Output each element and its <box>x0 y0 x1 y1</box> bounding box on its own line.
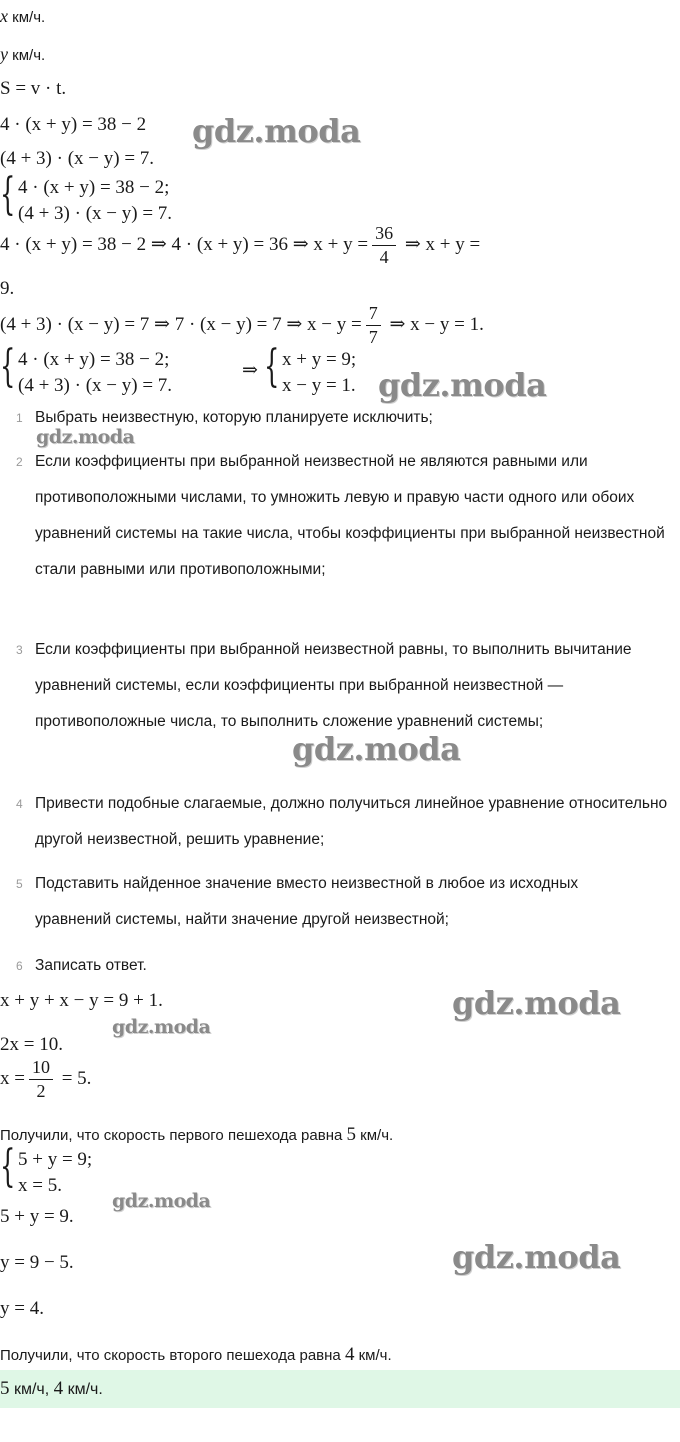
watermark-logo: gdz.moda <box>36 426 135 448</box>
system-line: x − y = 1. <box>282 375 356 396</box>
step-text: Если коэффициенты при выбранной неизвестной равны, то выполнить вычитание уравнений системы, если коэффициенты при выбранной неизвестной — противоположные числа, то выполнить сложение уравнений системы; <box>35 641 632 730</box>
watermark-logo: gdz.moda <box>192 112 361 150</box>
formula-distance: S = v · t. <box>0 78 67 99</box>
watermark-logo: gdz.moda <box>452 1238 621 1276</box>
step-text: Если коэффициенты при выбранной неизвестной не являются равными или противоположными числами, то умножить левую и правую части одного или обоих уравнений системы на такие числа, чтобы коэффициенты при выбранной неизвестной стали равными или противоположными; <box>35 453 665 578</box>
step-text: Привести подобные слагаемые, должно получиться линейное уравнение относительно другой неизвестной, решить уравнение; <box>35 795 668 848</box>
system-line: 4 · (x + y) = 38 − 2; <box>18 177 170 198</box>
system-line: x + y = 9; <box>282 349 357 370</box>
system-line: (4 + 3) · (x − y) = 7. <box>18 375 173 396</box>
fraction: $\frac{7}{7}$ <box>366 304 381 347</box>
watermark-logo: gdz.moda <box>112 1190 211 1212</box>
result-second-pedestrian: Получили, что скорость второго пешехода равна 4 км/ч. <box>0 1344 392 1365</box>
step-text: Записать ответ. <box>35 957 147 974</box>
answer-text: 5 км/ч, 4 км/ч. <box>0 1378 103 1399</box>
system-line: 5 + y = 9; <box>18 1149 93 1170</box>
system-brace: { <box>0 1141 16 1192</box>
solution-y-subtract: y = 9 − 5. <box>0 1252 74 1273</box>
step-number: 4 <box>16 797 23 811</box>
equation-system-1 <box>0 169 173 226</box>
solution-add: x + y + x − y = 9 + 1. <box>0 990 163 1011</box>
unit-line-x: x км/ч. <box>0 6 46 26</box>
result-first-pedestrian: Получили, что скорость первого пешехода равна 5 км/ч. <box>0 1124 394 1145</box>
system-brace: { <box>0 169 16 220</box>
fraction: $\frac{36}{4}$ <box>372 224 396 267</box>
system-line: (4 + 3) · (x − y) = 7. <box>18 203 173 224</box>
watermark-logo: gdz.moda <box>378 366 547 404</box>
step-number: 3 <box>16 643 23 657</box>
derivation-difference: (4 + 3) · (x − y) = 7 ⇒ 7 · (x − y) = 7 ⇒ x − y = $\frac{7}{7}$ ⇒ x − y = 1. <box>0 303 484 347</box>
equation-system-2 <box>0 341 173 398</box>
derivation-sum-result: 9. <box>0 278 15 299</box>
watermark-logo: gdz.moda <box>292 730 461 768</box>
system-line: x = 5. <box>18 1175 62 1196</box>
step-number: 5 <box>16 877 23 891</box>
watermark-logo: gdz.moda <box>112 1016 211 1038</box>
solution-x: x = $\frac{10}{2}$ = 5. <box>0 1057 92 1101</box>
step-text: Подставить найденное значение вместо неизвестной в любое из исходных уравнений системы, найти значение другой неизвестной; <box>35 875 579 928</box>
system-brace: { <box>264 341 280 392</box>
solution-y-value: y = 4. <box>0 1298 44 1319</box>
equation-1: 4 · (x + y) = 38 − 2 <box>0 114 147 135</box>
solution-2x: 2x = 10. <box>0 1034 63 1055</box>
unit-line-y: y км/ч. <box>0 44 46 64</box>
step-number: 1 <box>16 411 23 425</box>
solution-y-equation: 5 + y = 9. <box>0 1206 74 1227</box>
watermark-logo: gdz.moda <box>452 984 621 1022</box>
equation-2: (4 + 3) · (x − y) = 7. <box>0 148 155 169</box>
step-number: 2 <box>16 455 23 469</box>
equation-system-4 <box>0 1141 93 1198</box>
step-text: Выбрать неизвестную, которую планируете исключить; <box>35 409 433 426</box>
derivation-sum: 4 · (x + y) = 38 − 2 ⇒ 4 · (x + y) = 36 ⇒ x + y = $\frac{36}{4}$ ⇒ x + y = <box>0 223 481 267</box>
answer-box <box>0 1370 680 1408</box>
implies-arrow: ⇒ <box>242 360 258 381</box>
system-line: 4 · (x + y) = 38 − 2; <box>18 349 170 370</box>
system-brace: { <box>0 341 16 392</box>
step-number: 6 <box>16 959 23 973</box>
equation-system-3 <box>264 341 357 398</box>
fraction: $\frac{10}{2}$ <box>29 1058 53 1101</box>
